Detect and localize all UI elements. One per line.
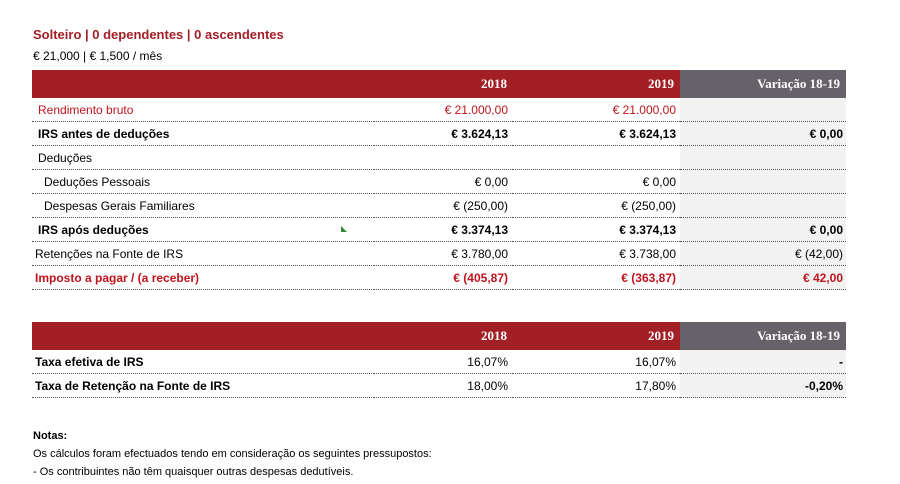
header-2019: 2019: [513, 70, 680, 98]
value-2019: [513, 146, 680, 170]
header-2019: 2019: [513, 322, 680, 350]
value-2018: 16,07%: [374, 350, 513, 374]
value-2019: € 21.000,00: [513, 98, 680, 122]
cell-comment-marker[interactable]: [341, 226, 347, 232]
table-row: [32, 350, 846, 374]
row-label: Deduções Pessoais: [32, 170, 374, 194]
row-label: Despesas Gerais Familiares: [32, 194, 374, 218]
table-row: [32, 170, 846, 194]
header-blank: [32, 70, 374, 98]
value-variation: [680, 98, 846, 122]
table-header-row: [32, 322, 846, 350]
row-label: Rendimento bruto: [32, 98, 374, 122]
table-row: [32, 146, 846, 170]
row-label: Taxa efetiva de IRS: [32, 350, 374, 374]
value-variation: € 42,00: [680, 266, 846, 290]
notes-line: Os cálculos foram efectuados tendo em consideração os seguintes pressupostos:: [33, 448, 432, 460]
header-blank: [32, 322, 374, 350]
value-2019: € (250,00): [513, 194, 680, 218]
table-row: [32, 242, 846, 266]
row-label: Deduções: [32, 146, 374, 170]
row-label: Imposto a pagar / (a receber): [32, 266, 374, 290]
value-variation: -0,20%: [680, 374, 846, 398]
table-row: [32, 218, 846, 242]
value-2018: € 0,00: [374, 170, 513, 194]
table-row: [32, 122, 846, 146]
value-2019: € 0,00: [513, 170, 680, 194]
value-variation: € 0,00: [680, 218, 846, 242]
header-variation: Variação 18-19: [680, 322, 846, 350]
notes-section: [33, 427, 432, 481]
value-2018: € (250,00): [374, 194, 513, 218]
value-2018: € 3.780,00: [374, 242, 513, 266]
notes-line: - Os contribuintes não têm quaisquer outras despesas dedutíveis.: [33, 466, 354, 478]
header-variation: Variação 18-19: [680, 70, 846, 98]
row-label: IRS após deduções: [32, 218, 374, 242]
value-2019: € 3.624,13: [513, 122, 680, 146]
value-2018: € (405,87): [374, 266, 513, 290]
value-variation: [680, 170, 846, 194]
value-2019: € (363,87): [513, 266, 680, 290]
header-2018: 2018: [374, 70, 513, 98]
value-2018: € 3.624,13: [374, 122, 513, 146]
table-row: [32, 98, 846, 122]
value-variation: -: [680, 350, 846, 374]
income-summary: € 21,000 | € 1,500 / mês: [33, 49, 163, 63]
row-label: IRS antes de deduções: [32, 122, 374, 146]
value-2018: 18,00%: [374, 374, 513, 398]
table-header-row: [32, 70, 846, 98]
notes-heading: Notas:: [33, 430, 68, 442]
household-subtitle: Solteiro | 0 dependentes | 0 ascendentes: [33, 27, 284, 42]
value-2019: 16,07%: [513, 350, 680, 374]
value-variation: € (42,00): [680, 242, 846, 266]
row-label: Retenções na Fonte de IRS: [32, 242, 374, 266]
value-2019: € 3.738,00: [513, 242, 680, 266]
value-2018: € 3.374,13: [374, 218, 513, 242]
tax-rate-table: [32, 322, 846, 398]
value-variation: [680, 194, 846, 218]
table-row: [32, 194, 846, 218]
value-2018: € 21.000,00: [374, 98, 513, 122]
row-label: Taxa de Retenção na Fonte de IRS: [32, 374, 374, 398]
table-row: [32, 374, 846, 398]
value-2018: [374, 146, 513, 170]
table-row: [32, 266, 846, 290]
irs-comparison-table: [32, 70, 846, 290]
value-2019: € 3.374,13: [513, 218, 680, 242]
value-2019: 17,80%: [513, 374, 680, 398]
value-variation: € 0,00: [680, 122, 846, 146]
header-2018: 2018: [374, 322, 513, 350]
value-variation: [680, 146, 846, 170]
